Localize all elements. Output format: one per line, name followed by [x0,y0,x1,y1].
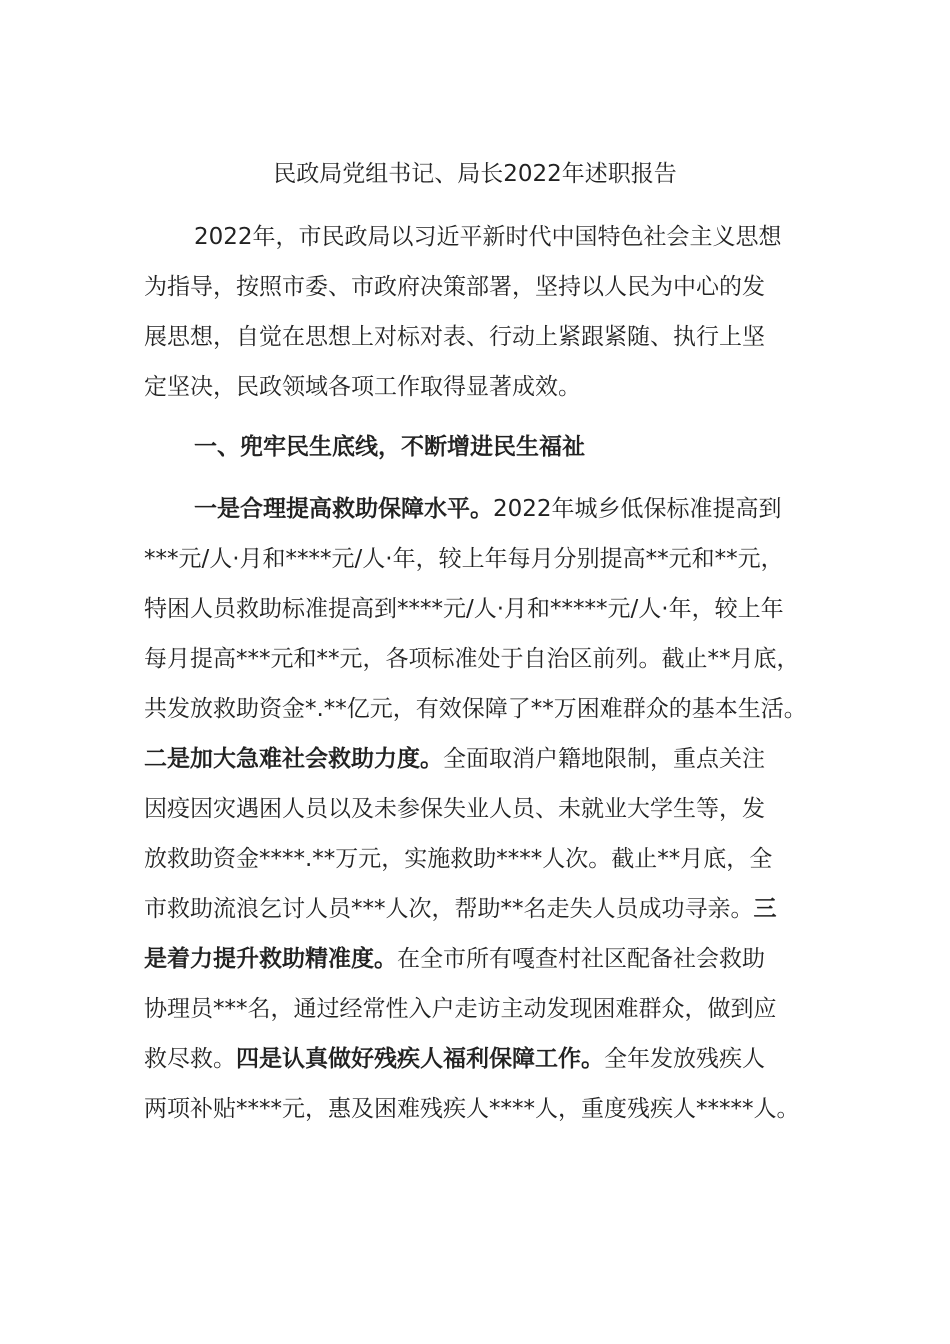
body-line [144,1034,824,1084]
bold-lead: 二是加大急难社会救助力度。 [144,746,443,772]
body-text: 市救助流浪乞讨人员***人次，帮助**名走失人员成功寻亲。 [144,896,754,922]
intro-line: 展思想，自觉在思想上对标对表、行动上紧跟紧随、执行上坚 [144,324,765,350]
body-line: 协理员***名，通过经常性入户走访主动发现困难群众，做到应 [144,996,777,1022]
body-paragraph [144,484,824,1134]
intro-paragraph [144,212,824,412]
document-title: 民政局党组书记、局长2022年述职报告 [273,161,677,187]
body-line: 两项补贴****元，惠及困难残疾人****人，重度残疾人*****人。 [144,1096,800,1122]
intro-line: 定坚决，民政领域各项工作取得显著成效。 [144,374,581,400]
body-line: ***元/人·月和****元/人·年，较上年每月分别提高**元和**元， [144,546,784,572]
bold-lead: 一是合理提高救助保障水平。 [194,496,493,522]
body-text: 全年发放残疾人 [604,1046,765,1072]
body-line: 特困人员救助标准提高到****元/人·月和*****元/人·年，较上年 [144,596,784,622]
body-line: 因疫因灾遇困人员以及未参保失业人员、未就业大学生等，发 [144,796,765,822]
body-line [144,934,824,984]
body-line: 放救助资金****.**万元，实施救助****人次。截止**月底，全 [144,846,773,872]
intro-line: 2022年，市民政局以习近平新时代中国特色社会主义思想 [194,224,782,250]
body-text: 全面取消户籍地限制，重点关注 [443,746,765,772]
body-line: 共发放救助资金*.**亿元，有效保障了**万困难群众的基本生活。 [144,696,807,722]
body-text: 在全市所有嘎查村社区配备社会救助 [397,946,765,972]
body-line [144,734,824,784]
body-line: 每月提高***元和**元，各项标准处于自治区前列。截止**月底， [144,646,800,672]
body-text: 救尽救。 [144,1046,236,1072]
body-text: 2022年城乡低保标准提高到 [493,496,782,522]
bold-lead: 三 [753,896,777,922]
bold-lead: 四是认真做好残疾人福利保障工作。 [236,1046,604,1072]
section-heading: 一、兜牢民生底线，不断增进民生福祉 [194,434,585,460]
bold-lead: 是着力提升救助精准度。 [144,946,397,972]
body-line [144,484,824,534]
intro-line: 为指导，按照市委、市政府决策部署，坚持以人民为中心的发 [144,274,765,300]
body-line [144,884,824,934]
